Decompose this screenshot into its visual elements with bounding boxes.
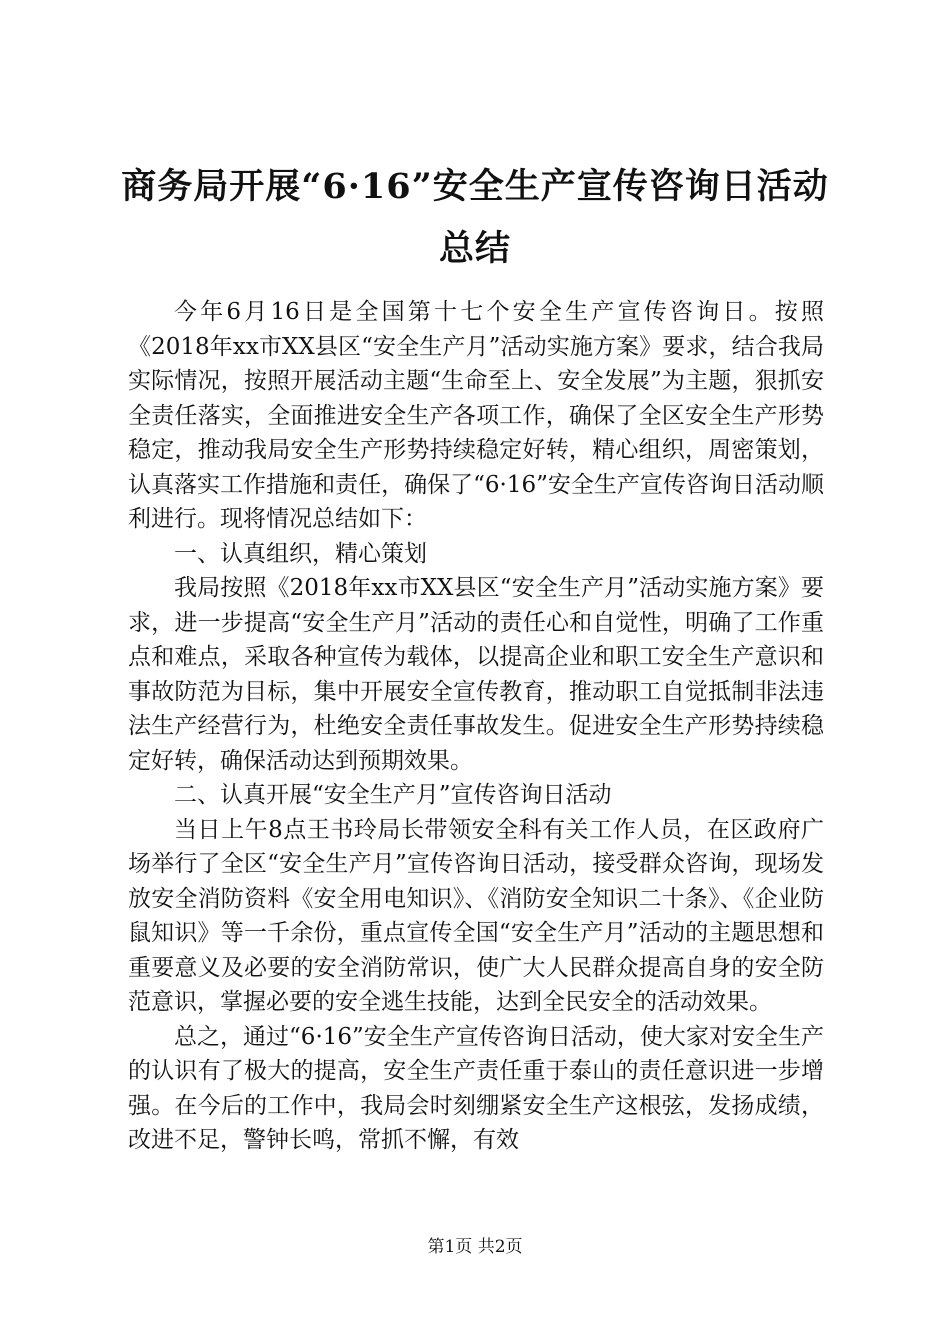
- document-title: 商务局开展“6·16”安全生产宣传咨询日活动总结: [121, 166, 829, 269]
- paragraph-section-1: 我局按照《2018年xx市XX县区“安全生产月”活动实施方案》要求，进一步提高“安全生产月”活动的责任心和自觉性，明确了工作重点和难点，采取各种宣传为载体，以提高企业和职工安全生产意识和事故防范为目标，集中开展安全宣传教育，推动职工自觉抵制非法违法生产经营行为，杜绝安全责任事故发生。促进安全生产形势持续稳定好转，确保活动达到预期效果。: [128, 575, 824, 774]
- page-number: 第1页 共2页: [427, 1237, 523, 1257]
- paragraph-intro: 今年6月16日是全国第十七个安全生产宣传咨询日。按照《2018年xx市XX县区“安全生产月”活动实施方案》要求，结合我局实际情况，按照开展活动主题“生命至上、安全发展”为主题，狠抓安全责任落实，全面推进安全生产各项工作，确保了全区安全生产形势稳定，推动我局安全生产形势持续稳定好转，精心组织，周密策划，认真落实工作措施和责任，确保了“6·16”安全生产宣传咨询日活动顺利进行。现将情况总结如下：: [128, 299, 824, 532]
- document-body: [128, 295, 824, 1158]
- section-heading-1: 一、认真组织，精心策划: [174, 540, 427, 567]
- paragraph-section-2: 当日上午8点王书玲局长带领安全科有关工作人员，在区政府广场举行了全区“安全生产月”宣传咨询日活动，接受群众咨询，现场发放安全消防资料《安全用电知识》、《消防安全知识二十条》、《企业防鼠知识》等一千余份，重点宣传全国“安全生产月”活动的主题思想和重要意义及必要的安全消防常识，使广大人民群众提高自身的安全防范意识，掌握必要的安全逃生技能，达到全民安全的活动效果。: [128, 816, 824, 1015]
- section-heading-2: 二、认真开展“安全生产月”宣传咨询日活动: [174, 782, 612, 808]
- paragraph-conclusion: 总之，通过“6·16”安全生产宣传咨询日活动，使大家对安全生产的认识有了极大的提高，安全生产责任重于泰山的责任意识进一步增强。在今后的工作中，我局会时刻绷紧安全生产这根弦，发扬成绩，改进不足，警钟长鸣，常抓不懈，有效: [128, 1023, 824, 1153]
